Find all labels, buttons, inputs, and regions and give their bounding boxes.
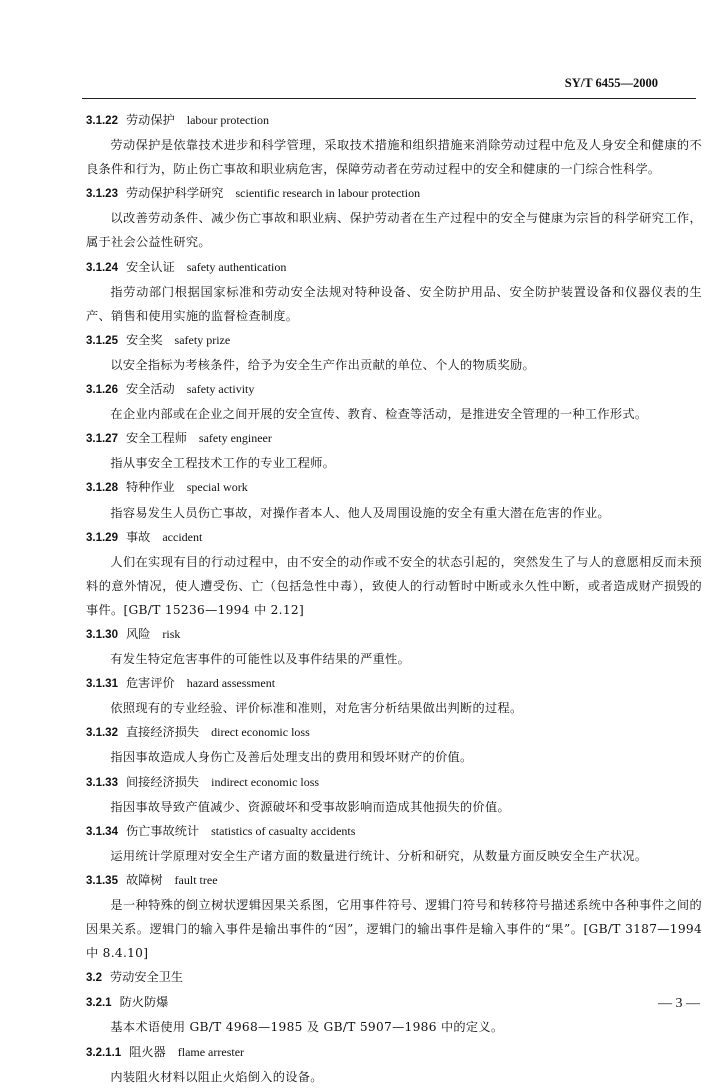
term-chinese-name: 间接经济损失: [125, 774, 200, 789]
term-english-name: safety prize: [174, 332, 231, 347]
term-chinese-name: 直接经济损失: [125, 725, 200, 740]
term-chinese-name: 安全奖: [125, 332, 163, 347]
term-number: 3.1.28: [86, 482, 118, 495]
term-heading: [86, 255, 702, 280]
term-definition: 指因事故造成人身伤亡及善后处理支出的费用和毁坏财产的价值。: [110, 750, 473, 765]
term-definition: 人们在实现有目的行动过程中，由不安全的动作或不安全的状态引起的，突然发生了与人的意愿相反而未预料的意外情况，使人遭受伤、亡（包括急性中毒），致使人的行动暂时中断或永久性中断，或者造成财产损毁的事件。[GB/T 15236—1994 中 2.12]: [86, 554, 702, 617]
term-entry: [86, 108, 702, 181]
term-chinese-name: 安全活动: [125, 382, 175, 397]
term-entry: [86, 181, 702, 254]
term-heading: [86, 181, 702, 206]
term-chinese-name: 劳动安全卫生: [110, 970, 184, 985]
term-english-name: labour protection: [186, 113, 270, 127]
term-definition: 劳动保护是依靠技术进步和科学管理，采取技术措施和组织措施来消除劳动过程中危及人身安全和健康的不良条件和行为，防止伤亡事故和职业病危害，保障劳动者在劳动过程中的安全和健康的一门综合性科学。: [86, 138, 702, 177]
term-number: 3.1.25: [86, 334, 118, 347]
term-number: 3.1.22: [86, 115, 118, 127]
term-entry: [86, 426, 702, 475]
term-number: 3.1.23: [86, 188, 118, 201]
term-entry: [86, 819, 702, 868]
term-number: 3.1.26: [86, 384, 118, 397]
term-chinese-name: 风险: [125, 626, 151, 641]
term-entry: [86, 622, 702, 671]
term-heading: [86, 328, 702, 353]
term-definition: 以改善劳动条件、减少伤亡事故和职业病、保护劳动者在生产过程中的安全与健康为宗旨的科学研究工作，属于社会公益性研究。: [86, 211, 702, 250]
term-entry: [86, 255, 702, 328]
term-definition: 依照现有的专业经验、评价标准和准则，对危害分析结果做出判断的过程。: [110, 701, 523, 716]
term-number: 3.1.24: [86, 261, 118, 274]
term-english-name: direct economic loss: [211, 725, 310, 740]
term-chinese-name: 劳动保护科学研究: [125, 186, 224, 201]
term-chinese-name: 伤亡事故统计: [125, 823, 200, 838]
term-heading: [86, 720, 702, 745]
term-chinese-name: 安全认证: [125, 259, 175, 274]
term-number: 3.1.30: [86, 628, 118, 641]
term-number: 3.2.1.1: [86, 1046, 122, 1059]
term-definition: 以安全指标为考核条件，给予为安全生产作出贡献的单位、个人的物质奖励。: [110, 357, 535, 372]
term-number: 3.1.35: [86, 874, 118, 887]
standard-code: SY/T 6455—2000: [564, 76, 658, 90]
term-heading: [86, 1040, 702, 1065]
term-heading: [86, 965, 702, 990]
term-english-name: hazard assessment: [186, 676, 276, 691]
term-number: 3.1.33: [86, 776, 118, 789]
term-number: 3.1.34: [86, 825, 118, 838]
term-definition: 是一种特殊的倒立树状逻辑因果关系图，它用事件符号、逻辑门符号和转移符号描述系统中各种事件之间的因果关系。逻辑门的输入事件是输出事件的“因”，逻辑门的输出事件是输入事件的“果”。[GB/T 3187—1994 中 8.4.10]: [86, 898, 702, 961]
term-definition: 内装阻火材料以阻止火焰倒入的设备。: [110, 1069, 323, 1084]
term-heading: [86, 671, 702, 696]
term-entry: [86, 990, 702, 1039]
term-entry: [86, 868, 702, 965]
term-english-name: accident: [162, 529, 203, 544]
term-heading: [86, 819, 702, 844]
term-heading: [86, 622, 702, 647]
term-entry: [86, 525, 702, 622]
term-entry: [86, 328, 702, 377]
term-english-name: safety activity: [186, 382, 255, 397]
term-heading: [86, 426, 702, 451]
term-entry: [86, 965, 702, 990]
term-entry: [86, 475, 702, 524]
term-number: 3.1.27: [86, 433, 118, 446]
term-english-name: risk: [162, 626, 181, 641]
term-number: 3.1.31: [86, 678, 118, 691]
header-rule: [82, 98, 696, 99]
term-english-name: safety engineer: [198, 431, 272, 446]
term-definition: 指容易发生人员伤亡事故，对操作者本人、他人及周围设施的安全有重大潜在危害的作业。: [110, 505, 610, 520]
term-chinese-name: 故障树: [125, 872, 163, 887]
term-chinese-name: 阻火器: [129, 1044, 166, 1059]
term-entry: [86, 1040, 702, 1089]
term-heading: [86, 525, 702, 550]
term-english-name: statistics of casualty accidents: [211, 823, 356, 838]
term-entry: [86, 770, 702, 819]
term-heading: [86, 990, 702, 1015]
term-number: 3.2: [86, 972, 102, 985]
term-chinese-name: 特种作业: [125, 480, 175, 495]
term-heading: [86, 377, 702, 402]
term-chinese-name: 劳动保护: [125, 113, 175, 127]
term-heading: [86, 475, 702, 500]
term-english-name: scientific research in labour protection: [235, 186, 421, 201]
term-number: 3.1.29: [86, 531, 118, 544]
term-entry: [86, 671, 702, 720]
term-definition: 指劳动部门根据国家标准和劳动安全法规对特种设备、安全防护用品、安全防护装置设备和仪器仪表的生产、销售和使用实施的监督检查制度。: [86, 284, 702, 323]
term-heading: [86, 108, 702, 133]
term-entry: [86, 377, 702, 426]
term-entry: [86, 720, 702, 769]
term-definition: 指因事故导致产值减少、资源破坏和受事故影响而造成其他损失的价值。: [110, 799, 510, 814]
term-english-name: indirect economic loss: [211, 774, 320, 789]
term-definition: 运用统计学原理对安全生产诸方面的数量进行统计、分析和研究，从数量方面反映安全生产状况。: [110, 848, 648, 863]
term-chinese-name: 安全工程师: [125, 431, 187, 446]
term-english-name: fault tree: [174, 872, 218, 887]
term-definition: 基本术语使用 GB/T 4968—1985 及 GB/T 5907—1986 中的定义。: [110, 1020, 504, 1035]
term-definition: 指从事安全工程技术工作的专业工程师。: [110, 456, 336, 471]
term-chinese-name: 防火防爆: [119, 995, 169, 1010]
term-english-name: safety authentication: [186, 259, 287, 274]
term-heading: [86, 770, 702, 795]
term-english-name: flame arrester: [177, 1044, 245, 1059]
terms-content: [86, 108, 702, 1089]
term-definition: 有发生特定危害事件的可能性以及事件结果的严重性。: [110, 652, 411, 667]
term-number: 3.1.32: [86, 727, 118, 740]
term-chinese-name: 危害评价: [125, 676, 175, 691]
page-number: — 3 —: [658, 996, 700, 1011]
term-heading: [86, 868, 702, 893]
term-number: 3.2.1: [86, 997, 112, 1010]
term-definition: 在企业内部或在企业之间开展的安全宣传、教育、检查等活动，是推进安全管理的一种工作形式。: [110, 407, 648, 422]
term-english-name: special work: [186, 480, 248, 495]
term-chinese-name: 事故: [125, 529, 151, 544]
